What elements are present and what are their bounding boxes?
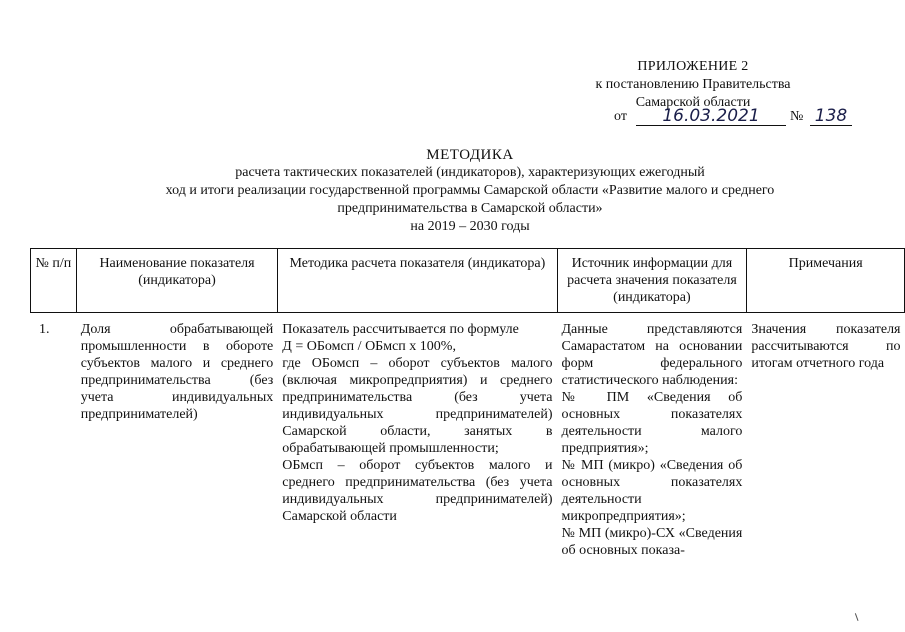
heading-line-1: расчета тактических показателей (индикаторов), характеризующих ежегодный [235,165,705,180]
source-intro: Данные представляются Самарастатом на основании форм федерального статистического наблюдения: [561,322,743,388]
appendix-title: ПРИЛОЖЕНИЕ 2 [637,59,749,74]
handwritten-number: 138 [810,107,852,126]
methodology-table [30,248,905,559]
appendix-line-1: к постановлению Правительства [595,77,791,92]
row-notes: Значения показателя рассчитываются по итогам отчетного года [751,322,901,371]
appendix-block [563,58,823,112]
source-form-pm: № ПМ «Сведения об основных показателях деятельности малого предприятия»; [561,390,743,456]
header-number: № п/п [31,249,77,313]
method-definition-1: где ОБомсп – оборот субъектов малого (включая микропредприятия) и среднего предпринимательства (без учета индивидуальных предпринимателей) Самарской области, занятых в обрабатывающей промышленности; [282,356,553,456]
method-intro: Показатель рассчитывается по формуле [282,322,519,337]
handwritten-date: 16.03.2021 [636,107,786,126]
document-heading [120,146,820,236]
date-prefix: от [614,109,627,124]
table-row [31,313,905,560]
method-formula: Д = ОБомсп / ОБмсп х 100%, [282,339,456,354]
heading-title: МЕТОДИКА [426,147,514,163]
row-calculation-method [278,313,557,560]
heading-line-3: предпринимательства в Самарской области» [337,201,603,216]
source-form-mp-micro-sh: № МП (микро)-СХ «Сведения об основных показа- [561,526,743,558]
header-notes: Примечания [747,249,905,313]
row-information-source [557,313,747,560]
appendix-line-2: Самарской области [635,95,751,110]
header-information-source: Источник информации для расчета значения показателя (индикатора) [557,249,747,313]
row-indicator-name: Доля обрабатывающей промышленности в обороте субъектов малого и среднего предпринимательства (без учета индивидуальных предпринимателей) [80,322,274,422]
header-indicator-name: Наименование показателя (индикатора) [76,249,278,313]
method-definition-2: ОБмсп – оборот субъектов малого и среднего предпринимательства (без учета индивидуальных предпринимателей) Самарской области [282,458,553,524]
page-mark [855,611,864,621]
number-sign: № [790,109,804,124]
decree-date-line [614,107,864,127]
source-form-mp-micro: № МП (микро) «Сведения об основных показателях деятельности микропредприятия»; [561,458,743,524]
table-header-row [31,249,905,313]
row-number: 1. [39,322,50,337]
heading-line-2: ход и итоги реализации государственной программы Самарской области «Развитие малого и среднего [165,183,775,198]
heading-line-4: на 2019 – 2030 годы [410,219,530,234]
header-calculation-method: Методика расчета показателя (индикатора) [278,249,557,313]
